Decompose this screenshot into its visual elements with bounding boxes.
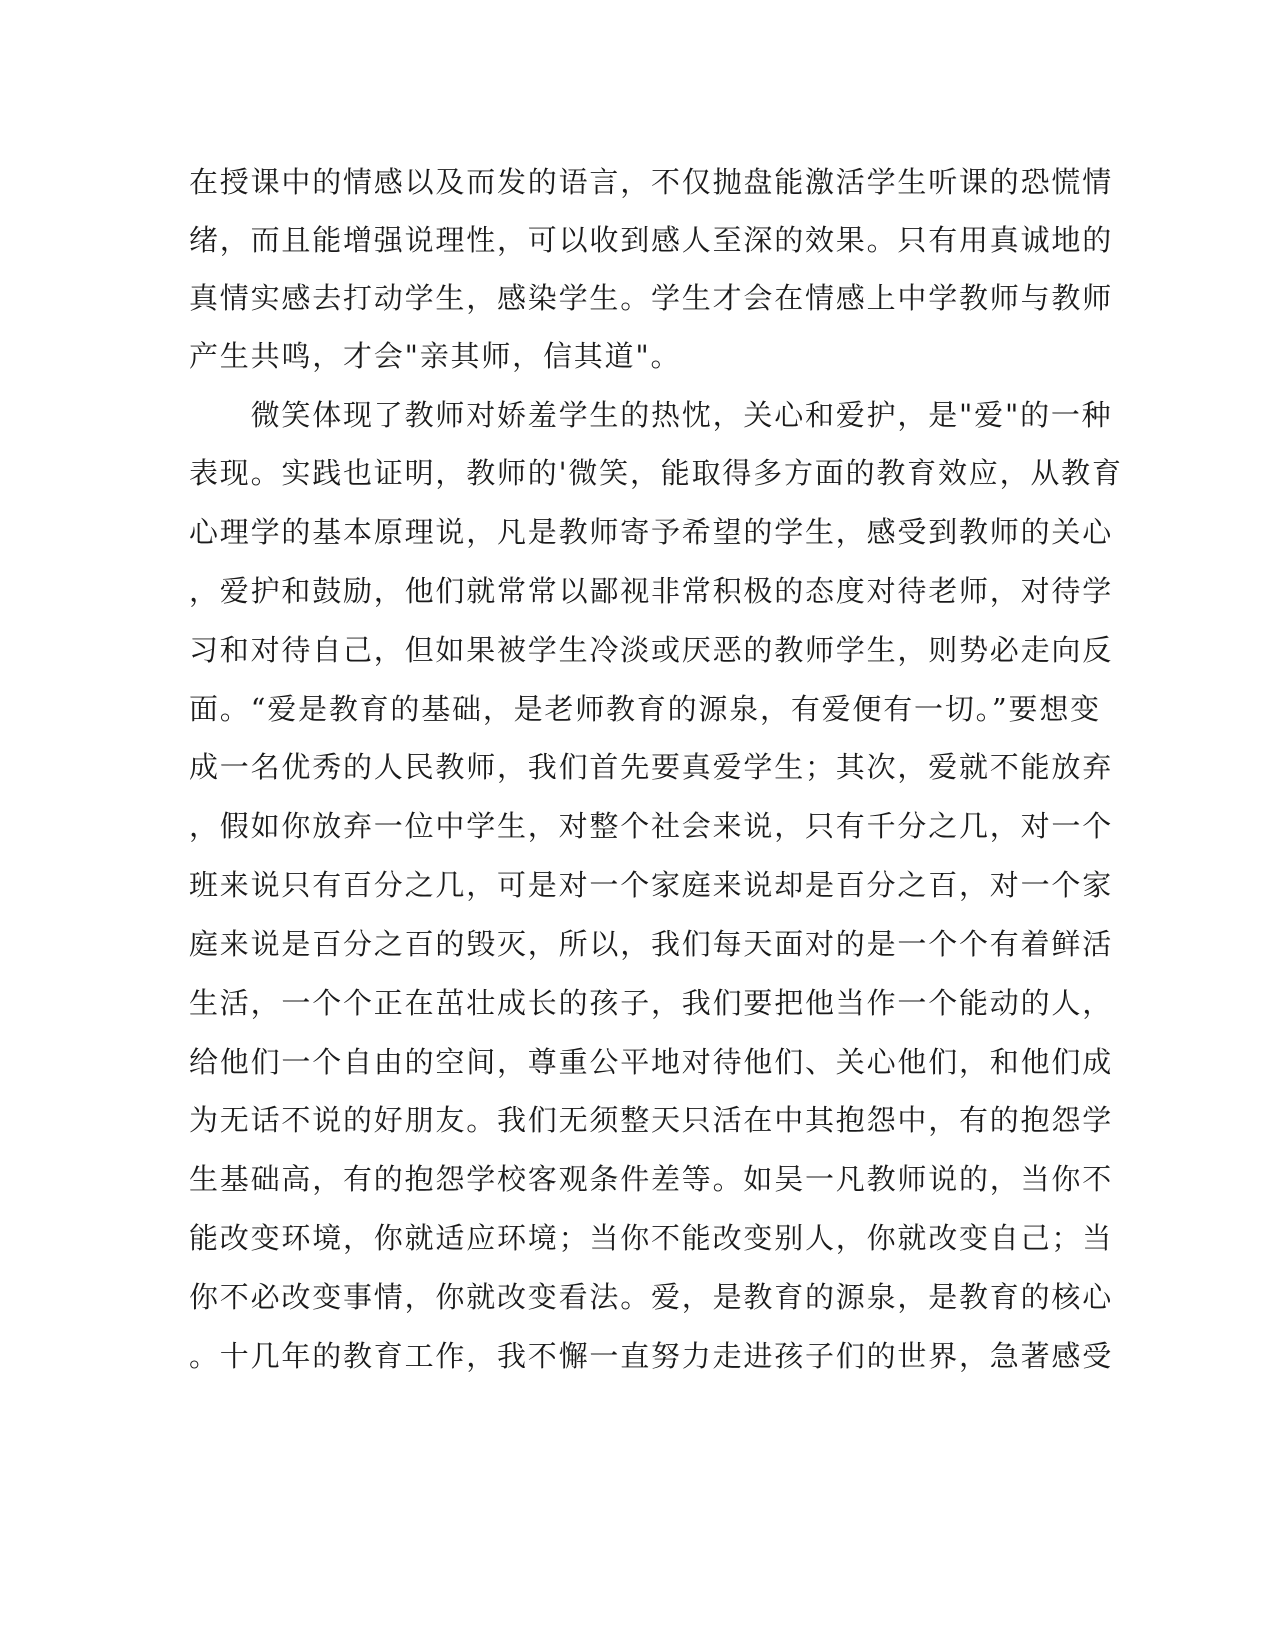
text-line: ，爱护和鼓励，他们就常常以鄙视非常积极的态度对待老师，对待学 (189, 574, 1114, 608)
text-line: 给他们一个自由的空间，尊重公平地对待他们、关心他们，和他们成 (189, 1045, 1114, 1079)
text-line: 生活，一个个正在茁壮成长的孩子，我们要把他当作一个能动的人， (189, 986, 1114, 1020)
text-line: 班来说只有百分之几，可是对一个家庭来说却是百分之百，对一个家 (189, 868, 1114, 902)
text-line: 心理学的基本原理说，凡是教师寄予希望的学生，感受到教师的关心 (189, 515, 1114, 549)
text-line: 微笑体现了教师对娇羞学生的热忱，关心和爱护，是"爱"的一种 (189, 398, 1113, 432)
text-line: 真情实感去打动学生，感染学生。学生才会在情感上中学教师与教师 (189, 281, 1114, 315)
text-line: 绪，而且能增强说理性，可以收到感人至深的效果。只有用真诚地的 (189, 223, 1114, 257)
text-line: 为无话不说的好朋友。我们无须整天只活在中其抱怨中，有的抱怨学 (189, 1103, 1114, 1137)
text-line: 成一名优秀的人民教师，我们首先要真爱学生；其次，爱就不能放弃 (189, 750, 1114, 784)
text-line: 庭来说是百分之百的毁灭，所以，我们每天面对的是一个个有着鲜活 (189, 927, 1114, 961)
text-line: 面。“爱是教育的基础，是老师教育的源泉，有爱便有一切。”要想变 (189, 692, 1101, 726)
text-line: 在授课中的情感以及而发的语言，不仅抛盘能激活学生听课的恐慌情 (189, 165, 1114, 199)
text-line: 。十几年的教育工作，我不懈一直努力走进孩子们的世界，急著感受 (189, 1339, 1114, 1373)
text-line: 表现。实践也证明，教师的'微笑，能取得多方面的教育效应，从教育 (189, 456, 1123, 490)
text-line: 产生共鸣，才会"亲其师，信其道"。 (189, 339, 682, 373)
text-line: 你不必改变事情，你就改变看法。爱，是教育的源泉，是教育的核心 (189, 1280, 1114, 1314)
text-line: 习和对待自己，但如果被学生冷淡或厌恶的教师学生，则势必走向反 (189, 633, 1114, 667)
text-line: 能改变环境，你就适应环境；当你不能改变别人，你就改变自己；当 (189, 1221, 1114, 1255)
text-line: 生基础高，有的抱怨学校客观条件差等。如吴一凡教师说的，当你不 (189, 1162, 1114, 1196)
text-line: ，假如你放弃一位中学生，对整个社会来说，只有千分之几，对一个 (189, 809, 1114, 843)
